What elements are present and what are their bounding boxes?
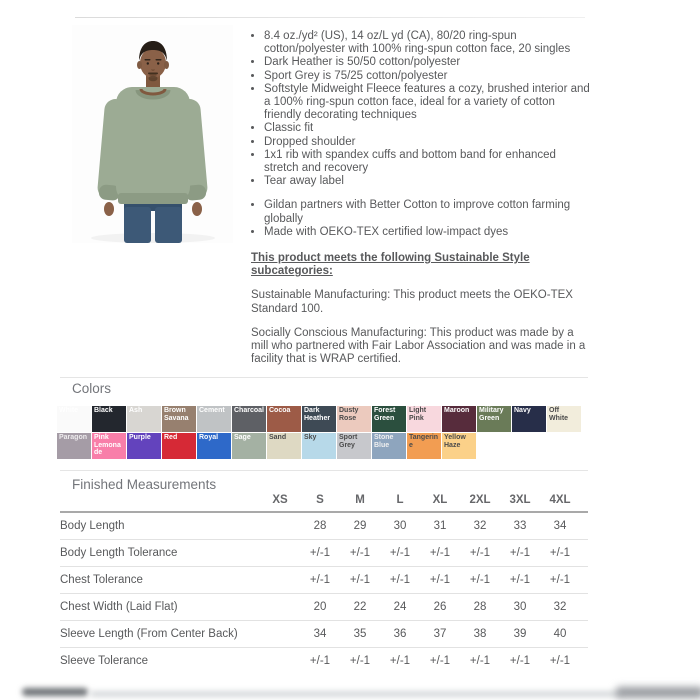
color-swatch-label: Yellow Haze	[444, 434, 466, 449]
color-swatch-grid	[57, 406, 584, 460]
color-swatch[interactable]	[57, 406, 91, 432]
size-header-cell: 2XL	[469, 494, 491, 506]
measurement-value: +/-1	[349, 655, 371, 667]
bottom-bar-middle-segment	[90, 691, 623, 697]
measurement-value: +/-1	[389, 547, 411, 559]
color-swatch-label: Sport Grey	[339, 434, 358, 449]
color-swatch[interactable]	[267, 433, 301, 459]
measurement-value: 37	[433, 628, 447, 640]
measurement-value: 31	[433, 520, 447, 532]
color-swatch-label: Black	[94, 407, 113, 414]
feature-item: • Classic fit	[264, 122, 592, 135]
color-swatch[interactable]	[267, 406, 301, 432]
measurement-value: +/-1	[549, 547, 571, 559]
measurement-value: 39	[513, 628, 527, 640]
color-swatch-label: Brown Savana	[164, 407, 189, 422]
color-swatch[interactable]	[92, 433, 126, 459]
color-swatch-label: Sand	[269, 434, 287, 441]
color-swatch[interactable]	[407, 433, 441, 459]
measurement-row	[60, 540, 588, 567]
color-swatch[interactable]	[302, 406, 336, 432]
measurement-value: 30	[513, 601, 527, 613]
sustainability-paragraph: Socially Conscious Manufacturing: This product was made by a mill who partnered with Fair Labor Association and was made in a facility that is WRAP certified.	[251, 326, 586, 366]
measurement-value: 26	[433, 601, 447, 613]
size-header-cell: S	[316, 494, 324, 506]
product-photo	[72, 25, 233, 243]
feature-item: • 8.4 oz./yd² (US), 14 oz/L yd (CA), 80/20 ring-spun cotton/polyester with 100% ring-spun cotton face, 20 singles	[264, 30, 592, 56]
feature-item: • Sport Grey is 75/25 cotton/polyester	[264, 70, 592, 83]
measurement-value: +/-1	[349, 547, 371, 559]
measurement-row	[60, 594, 588, 621]
measurement-label: Body Length	[60, 520, 125, 532]
measurement-row	[60, 513, 588, 540]
color-swatch-label: Cement	[199, 407, 225, 414]
measurement-label: Body Length Tolerance	[60, 547, 178, 559]
measurement-label: Chest Tolerance	[60, 574, 143, 586]
color-swatch[interactable]	[372, 433, 406, 459]
color-swatch[interactable]	[442, 406, 476, 432]
color-swatch[interactable]	[477, 406, 511, 432]
color-swatch[interactable]	[127, 406, 161, 432]
color-swatch[interactable]	[372, 406, 406, 432]
measurement-label: Sleeve Length (From Center Back)	[60, 628, 238, 640]
measurement-value: 32	[473, 520, 487, 532]
color-swatch[interactable]	[337, 433, 371, 459]
color-swatch-label: Charcoal	[234, 407, 264, 414]
color-swatch-label: Light Pink	[409, 407, 427, 422]
top-divider	[75, 17, 585, 18]
color-swatch-label: Royal	[199, 434, 219, 441]
color-swatch[interactable]	[197, 433, 231, 459]
measurement-value: +/-1	[389, 574, 411, 586]
color-swatch-label: Dark Heather	[304, 407, 331, 422]
measurement-value: +/-1	[509, 547, 531, 559]
color-swatch[interactable]	[512, 406, 546, 432]
color-swatch-label: Sky	[304, 434, 317, 441]
measurement-value: 33	[513, 520, 527, 532]
color-swatch-row	[57, 433, 584, 459]
features-list	[251, 30, 592, 188]
bottom-bar-right-segment	[616, 687, 700, 698]
measurement-value: +/-1	[389, 655, 411, 667]
finished-measurements-heading: Finished Measurements	[72, 477, 217, 492]
measurement-label: Chest Width (Laid Flat)	[60, 601, 178, 613]
measurement-value: 32	[553, 601, 567, 613]
measurement-row	[60, 567, 588, 594]
measurement-value: 36	[393, 628, 407, 640]
sustainability-features-list	[251, 199, 592, 239]
measurement-value: 38	[473, 628, 487, 640]
measurement-value: 30	[393, 520, 407, 532]
color-swatch[interactable]	[197, 406, 231, 432]
measurement-row	[60, 648, 588, 674]
measurement-value: +/-1	[429, 547, 451, 559]
colors-section-divider	[60, 377, 588, 378]
size-header-cell: 3XL	[509, 494, 531, 506]
measurement-value: 24	[393, 601, 407, 613]
size-header-cell: 4XL	[549, 494, 571, 506]
measurement-value: +/-1	[469, 547, 491, 559]
color-swatch[interactable]	[337, 406, 371, 432]
color-swatch[interactable]	[407, 406, 441, 432]
feature-item: • Tear away label	[264, 175, 592, 188]
measurement-value: +/-1	[549, 574, 571, 586]
feature-item: • 1x1 rib with spandex cuffs and bottom band for enhanced stretch and recovery	[264, 149, 592, 175]
color-swatch[interactable]	[547, 406, 581, 432]
color-swatch[interactable]	[302, 433, 336, 459]
sustainability-paragraph: Sustainable Manufacturing: This product meets the OEKO-TEX Standard 100.	[251, 289, 573, 315]
product-details-column	[251, 30, 592, 366]
color-swatch[interactable]	[92, 406, 126, 432]
color-swatch[interactable]	[127, 433, 161, 459]
color-swatch-label: Dusty Rose	[339, 407, 359, 422]
color-swatch-label: Military Green	[479, 407, 504, 422]
measurement-value: +/-1	[509, 574, 531, 586]
measurement-label: Sleeve Tolerance	[60, 655, 149, 667]
measurement-value: +/-1	[429, 655, 451, 667]
feature-item: • Dark Heather is 50/50 cotton/polyester	[264, 56, 592, 69]
measurement-value: +/-1	[469, 655, 491, 667]
size-header-row	[60, 494, 588, 513]
measurement-value: 40	[553, 628, 567, 640]
color-swatch-label: Off White	[549, 407, 569, 422]
color-swatch-label: White	[59, 407, 79, 414]
size-header-cell: M	[355, 494, 365, 506]
measurement-value: +/-1	[309, 574, 331, 586]
measurements-table	[60, 494, 588, 674]
color-swatch-label: Maroon	[444, 407, 470, 414]
color-swatch-label: Red	[164, 434, 178, 441]
color-swatch-label: Tangerine	[409, 434, 439, 449]
color-swatch-label: Ash	[129, 407, 143, 414]
measurement-value: +/-1	[349, 574, 371, 586]
measurement-value: +/-1	[309, 655, 331, 667]
color-swatch-label: Forest Green	[374, 407, 396, 422]
measurements-section-divider	[60, 470, 588, 471]
size-header-cell: XS	[272, 494, 288, 506]
sustainable-style-heading: This product meets the following Sustainable Style subcategories:	[251, 252, 530, 278]
measurement-value: 34	[553, 520, 567, 532]
color-swatch[interactable]	[232, 433, 266, 459]
measurement-value: 22	[353, 601, 367, 613]
measurement-value: 34	[313, 628, 327, 640]
bottom-bar-left-segment	[22, 688, 88, 696]
color-swatch-label: Cocoa	[269, 407, 291, 414]
measurement-value: 35	[353, 628, 367, 640]
color-swatch[interactable]	[232, 406, 266, 432]
feature-item: • Softstyle Midweight Fleece features a cozy, brushed interior and a 100% ring-spun cotton face, ideal for a variety of cotton friendly decorating techniques	[264, 83, 592, 123]
measurements-table-body	[60, 513, 588, 674]
color-swatch-label: Navy	[514, 407, 531, 414]
model-in-sage-sweatshirt-image	[72, 25, 233, 243]
colors-heading: Colors	[72, 381, 112, 396]
feature-item: • Dropped shoulder	[264, 136, 592, 149]
measurement-value: +/-1	[549, 655, 571, 667]
color-swatch-label: Paragon	[59, 434, 88, 441]
feature-item: • Gildan partners with Better Cotton to improve cotton farming globally	[264, 199, 592, 225]
color-swatch-label: Pink Lemonade	[94, 434, 121, 457]
measurement-value: +/-1	[309, 547, 331, 559]
size-header-cell: L	[396, 494, 404, 506]
color-swatch-row	[57, 406, 584, 432]
measurement-value: 20	[313, 601, 327, 613]
measurement-value: 28	[313, 520, 327, 532]
color-swatch[interactable]	[162, 406, 196, 432]
color-swatch-label: Purple	[129, 434, 151, 441]
measurement-value: +/-1	[469, 574, 491, 586]
color-swatch[interactable]	[442, 433, 476, 459]
color-swatch-label: Sage	[234, 434, 251, 441]
measurement-value: 28	[473, 601, 487, 613]
color-swatch[interactable]	[162, 433, 196, 459]
measurement-value: +/-1	[429, 574, 451, 586]
measurement-value: 29	[353, 520, 367, 532]
color-swatch-label: Stone Blue	[374, 434, 394, 449]
color-swatch[interactable]	[57, 433, 91, 459]
size-header-cell: XL	[432, 494, 448, 506]
measurement-row	[60, 621, 588, 648]
feature-item: • Made with OEKO-TEX certified low-impact dyes	[264, 226, 592, 239]
measurement-value: +/-1	[509, 655, 531, 667]
